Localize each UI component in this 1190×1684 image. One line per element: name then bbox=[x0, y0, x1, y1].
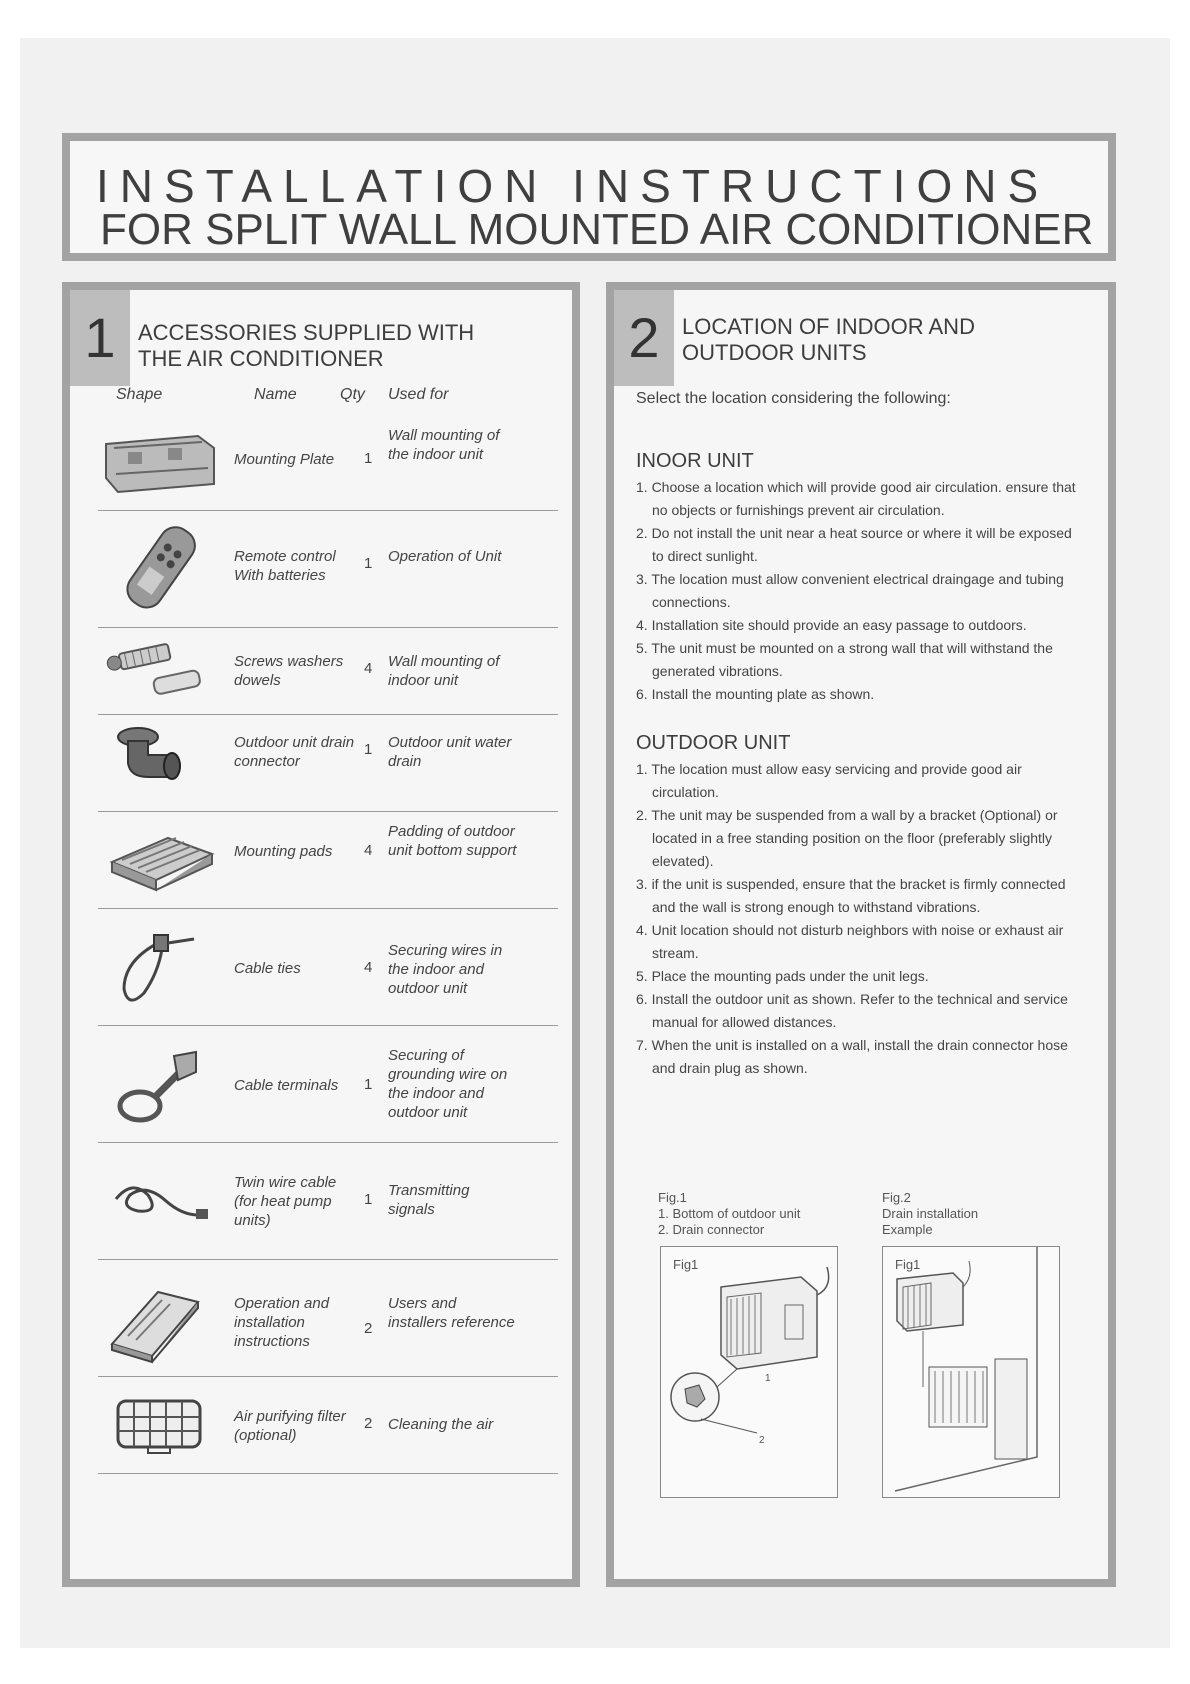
list-item: 2. Do not install the unit near a heat source or where it will be exposed to direct sunlight. bbox=[636, 525, 1072, 564]
cable-terminal-icon bbox=[98, 1026, 222, 1142]
item-used-for: Wall mounting of the indoor unit bbox=[388, 427, 500, 463]
air-filter-icon bbox=[98, 1377, 222, 1473]
screws-dowels-icon bbox=[98, 628, 222, 714]
item-qty: 1 bbox=[364, 450, 373, 467]
fig1-box-label: Fig1 bbox=[673, 1257, 699, 1272]
item-qty: 4 bbox=[364, 959, 373, 976]
location-heading-line-2: OUTDOOR UNITS bbox=[682, 340, 867, 365]
fig1-line-2: 2. Drain connector bbox=[658, 1222, 765, 1237]
accessories-heading-line-2: THE AIR CONDITIONER bbox=[138, 346, 384, 371]
outdoor-unit-list bbox=[636, 758, 1084, 1080]
item-name: Twin wire cable (for heat pump units) bbox=[234, 1174, 337, 1229]
outdoor-unit-heading: OUTDOOR UNIT bbox=[636, 732, 791, 754]
title-banner bbox=[62, 133, 1116, 261]
item-qty: 1 bbox=[364, 741, 373, 758]
list-item: 3. if the unit is suspended, ensure that the bracket is firmly connected and the wall is strong enough to withstand vibrations. bbox=[636, 876, 1066, 915]
item-qty: 1 bbox=[364, 1076, 373, 1093]
item-name: Remote control With batteries bbox=[234, 548, 336, 584]
section-number-1: 1 bbox=[70, 290, 130, 386]
list-item: 6. Install the outdoor unit as shown. Refer to the technical and service manual for allowed distances. bbox=[636, 991, 1068, 1030]
accessories-heading-line-1: ACCESSORIES SUPPLIED WITH bbox=[138, 320, 475, 345]
item-name: Outdoor unit drain connector bbox=[234, 734, 355, 770]
fig2-title: Fig.2 bbox=[882, 1190, 911, 1205]
item-name: Mounting pads bbox=[234, 843, 333, 860]
list-item: 5. The unit must be mounted on a strong wall that will withstand the generated vibrations. bbox=[636, 640, 1053, 679]
fig2-illustration bbox=[882, 1246, 1060, 1498]
list-item: 6. Install the mounting plate as shown. bbox=[636, 686, 875, 702]
item-name: Mounting Plate bbox=[234, 451, 335, 468]
table-row bbox=[98, 1143, 558, 1260]
item-name: Screws washers dowels bbox=[234, 653, 344, 689]
fig1-line-1: 1. Bottom of outdoor unit bbox=[658, 1206, 801, 1221]
item-used-for: Cleaning the air bbox=[388, 1416, 494, 1433]
fig2-box-label: Fig1 bbox=[895, 1257, 921, 1272]
fig2-line-2: Example bbox=[882, 1222, 933, 1237]
item-qty: 4 bbox=[364, 842, 373, 859]
item-used-for: Operation of Unit bbox=[388, 548, 502, 565]
item-qty: 2 bbox=[364, 1320, 373, 1337]
fig2-caption bbox=[882, 1190, 978, 1238]
list-item: 2. The unit may be suspended from a wall by a bracket (Optional) or located in a free standing position on the floor (preferably slightly elevated). bbox=[636, 807, 1058, 869]
item-used-for: Outdoor unit water drain bbox=[388, 734, 512, 770]
accessories-panel bbox=[62, 282, 580, 1587]
section-number-2: 2 bbox=[614, 290, 674, 386]
indoor-unit-heading: INOOR UNIT bbox=[636, 450, 754, 472]
table-row bbox=[98, 715, 558, 812]
column-header-shape: Shape bbox=[116, 386, 163, 403]
table-row bbox=[98, 1377, 558, 1474]
cable-tie-icon bbox=[98, 909, 222, 1025]
twin-wire-cable-icon bbox=[98, 1143, 222, 1259]
location-panel bbox=[606, 282, 1116, 1587]
column-header-used-for: Used for bbox=[388, 386, 449, 403]
table-row bbox=[98, 909, 558, 1026]
list-item: 4. Unit location should not disturb neighbors with noise or exhaust air stream. bbox=[636, 922, 1064, 961]
drain-installation-drawing bbox=[883, 1247, 1058, 1496]
item-used-for: Wall mounting of indoor unit bbox=[388, 653, 500, 689]
list-item: 5. Place the mounting pads under the unit legs. bbox=[636, 968, 929, 984]
location-intro: Select the location considering the following: bbox=[636, 390, 951, 407]
item-used-for: Securing of grounding wire on the indoor and outdoor unit bbox=[388, 1047, 508, 1121]
item-qty: 1 bbox=[364, 1191, 373, 1208]
table-row bbox=[98, 1026, 558, 1143]
manual-book-icon bbox=[98, 1260, 222, 1376]
table-row bbox=[98, 511, 558, 628]
table-row bbox=[98, 628, 558, 715]
item-name: Operation and installation instructions bbox=[234, 1295, 330, 1350]
item-used-for: Padding of outdoor unit bottom support bbox=[388, 823, 517, 859]
list-item: 1. The location must allow easy servicing and provide good air circulation. bbox=[636, 761, 1022, 800]
list-item: 3. The location must allow convenient electrical draingage and tubing connections. bbox=[636, 571, 1064, 610]
remote-control-icon bbox=[98, 511, 222, 627]
item-name: Cable terminals bbox=[234, 1077, 339, 1094]
accessories-heading bbox=[138, 320, 474, 372]
item-used-for: Securing wires in the indoor and outdoor unit bbox=[388, 942, 503, 997]
accessories-table bbox=[98, 414, 558, 1474]
list-item: 4. Installation site should provide an easy passage to outdoors. bbox=[636, 617, 1027, 633]
item-name: Air purifying filter (optional) bbox=[234, 1408, 346, 1444]
title-line-1: INSTALLATION INSTRUCTIONS bbox=[96, 160, 1050, 212]
table-row bbox=[98, 812, 558, 909]
indoor-unit-list bbox=[636, 476, 1084, 706]
item-qty: 2 bbox=[364, 1415, 373, 1432]
table-row bbox=[98, 414, 558, 511]
column-header-name: Name bbox=[254, 386, 297, 403]
fig2-line-1: Drain installation bbox=[882, 1206, 979, 1221]
column-header-qty: Qty bbox=[340, 386, 365, 403]
fig1-caption bbox=[658, 1190, 800, 1238]
item-qty: 1 bbox=[364, 555, 373, 572]
item-used-for: Users and installers reference bbox=[388, 1295, 515, 1331]
fig1-callout-2: 2 bbox=[759, 1435, 765, 1446]
item-used-for: Transmitting signals bbox=[388, 1182, 470, 1218]
location-heading-line-1: LOCATION OF INDOOR AND bbox=[682, 314, 975, 339]
table-row bbox=[98, 1260, 558, 1377]
title-line-2: FOR SPLIT WALL MOUNTED AIR CONDITIONER bbox=[100, 205, 1094, 254]
mounting-pads-icon bbox=[98, 812, 222, 908]
item-name: Cable ties bbox=[234, 960, 301, 977]
drain-connector-icon bbox=[98, 715, 222, 811]
list-item: 1. Choose a location which will provide good air circulation. ensure that no objects or furnishings prevent air circulation. bbox=[636, 479, 1076, 518]
list-item: 7. When the unit is installed on a wall, install the drain connector hose and drain plug as shown. bbox=[636, 1037, 1068, 1076]
location-heading bbox=[682, 314, 975, 366]
fig1-callout-1: 1 bbox=[765, 1373, 771, 1384]
fig1-title: Fig.1 bbox=[658, 1190, 687, 1205]
item-qty: 4 bbox=[364, 660, 373, 677]
outdoor-unit-drain-drawing bbox=[661, 1247, 836, 1496]
mounting-plate-icon bbox=[98, 414, 222, 510]
fig1-illustration bbox=[660, 1246, 838, 1498]
